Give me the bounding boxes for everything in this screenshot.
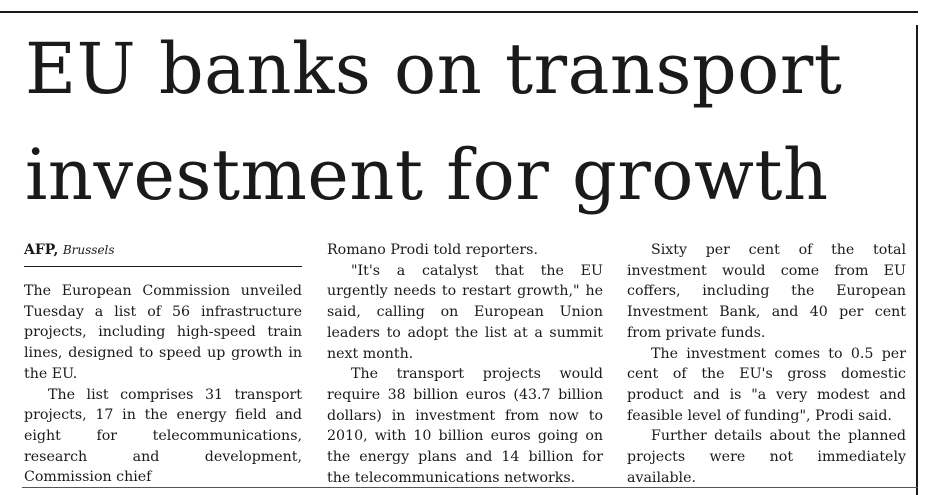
paragraph: Sixty per cent of the total investment would come from EU coffers, including the European Investment Bank, and 40 per cent from private funds. [627,242,906,341]
byline-city: Brussels [62,243,115,257]
paragraph: Romano Prodi told reporters. [327,242,538,258]
headline-line-1: EU banks on transport [25,28,843,110]
article-column-1 [24,240,302,488]
dateline [24,240,302,267]
headline [25,16,915,228]
article-column-2 [327,240,603,488]
paragraph: Further details about the planned projects were not immediately available. [627,428,906,486]
paragraph: The European Commission unveiled Tuesday a list of 56 infrastructure projects, including high-speed train lines, designed to speed up growth in the EU. [24,283,302,382]
paragraph: "It's a catalyst that the EU urgently needs to restart growth," he said, calling on European Union leaders to adopt the list at a summit next month. [327,262,603,362]
article-column-3 [627,240,906,488]
byline-agency: AFP, [24,242,59,258]
paragraph: The transport projects would require 38 billion euros (43.7 billion dollars) in investment from now to 2010, with 10 billion euros going on the energy plans and 14 billion for the telecommunications networks. [327,366,603,486]
paragraph: The list comprises 31 transport projects, 17 in the energy field and eight for telecommunications, research and development, Commission chief [24,386,302,486]
right-rule [916,25,918,495]
paragraph: The investment comes to 0.5 per cent of the EU's gross domestic product and is "a very modest and feasible level of funding", Prodi said. [627,345,906,424]
headline-line-2: investment for growth [25,134,829,216]
top-rule [0,11,918,13]
